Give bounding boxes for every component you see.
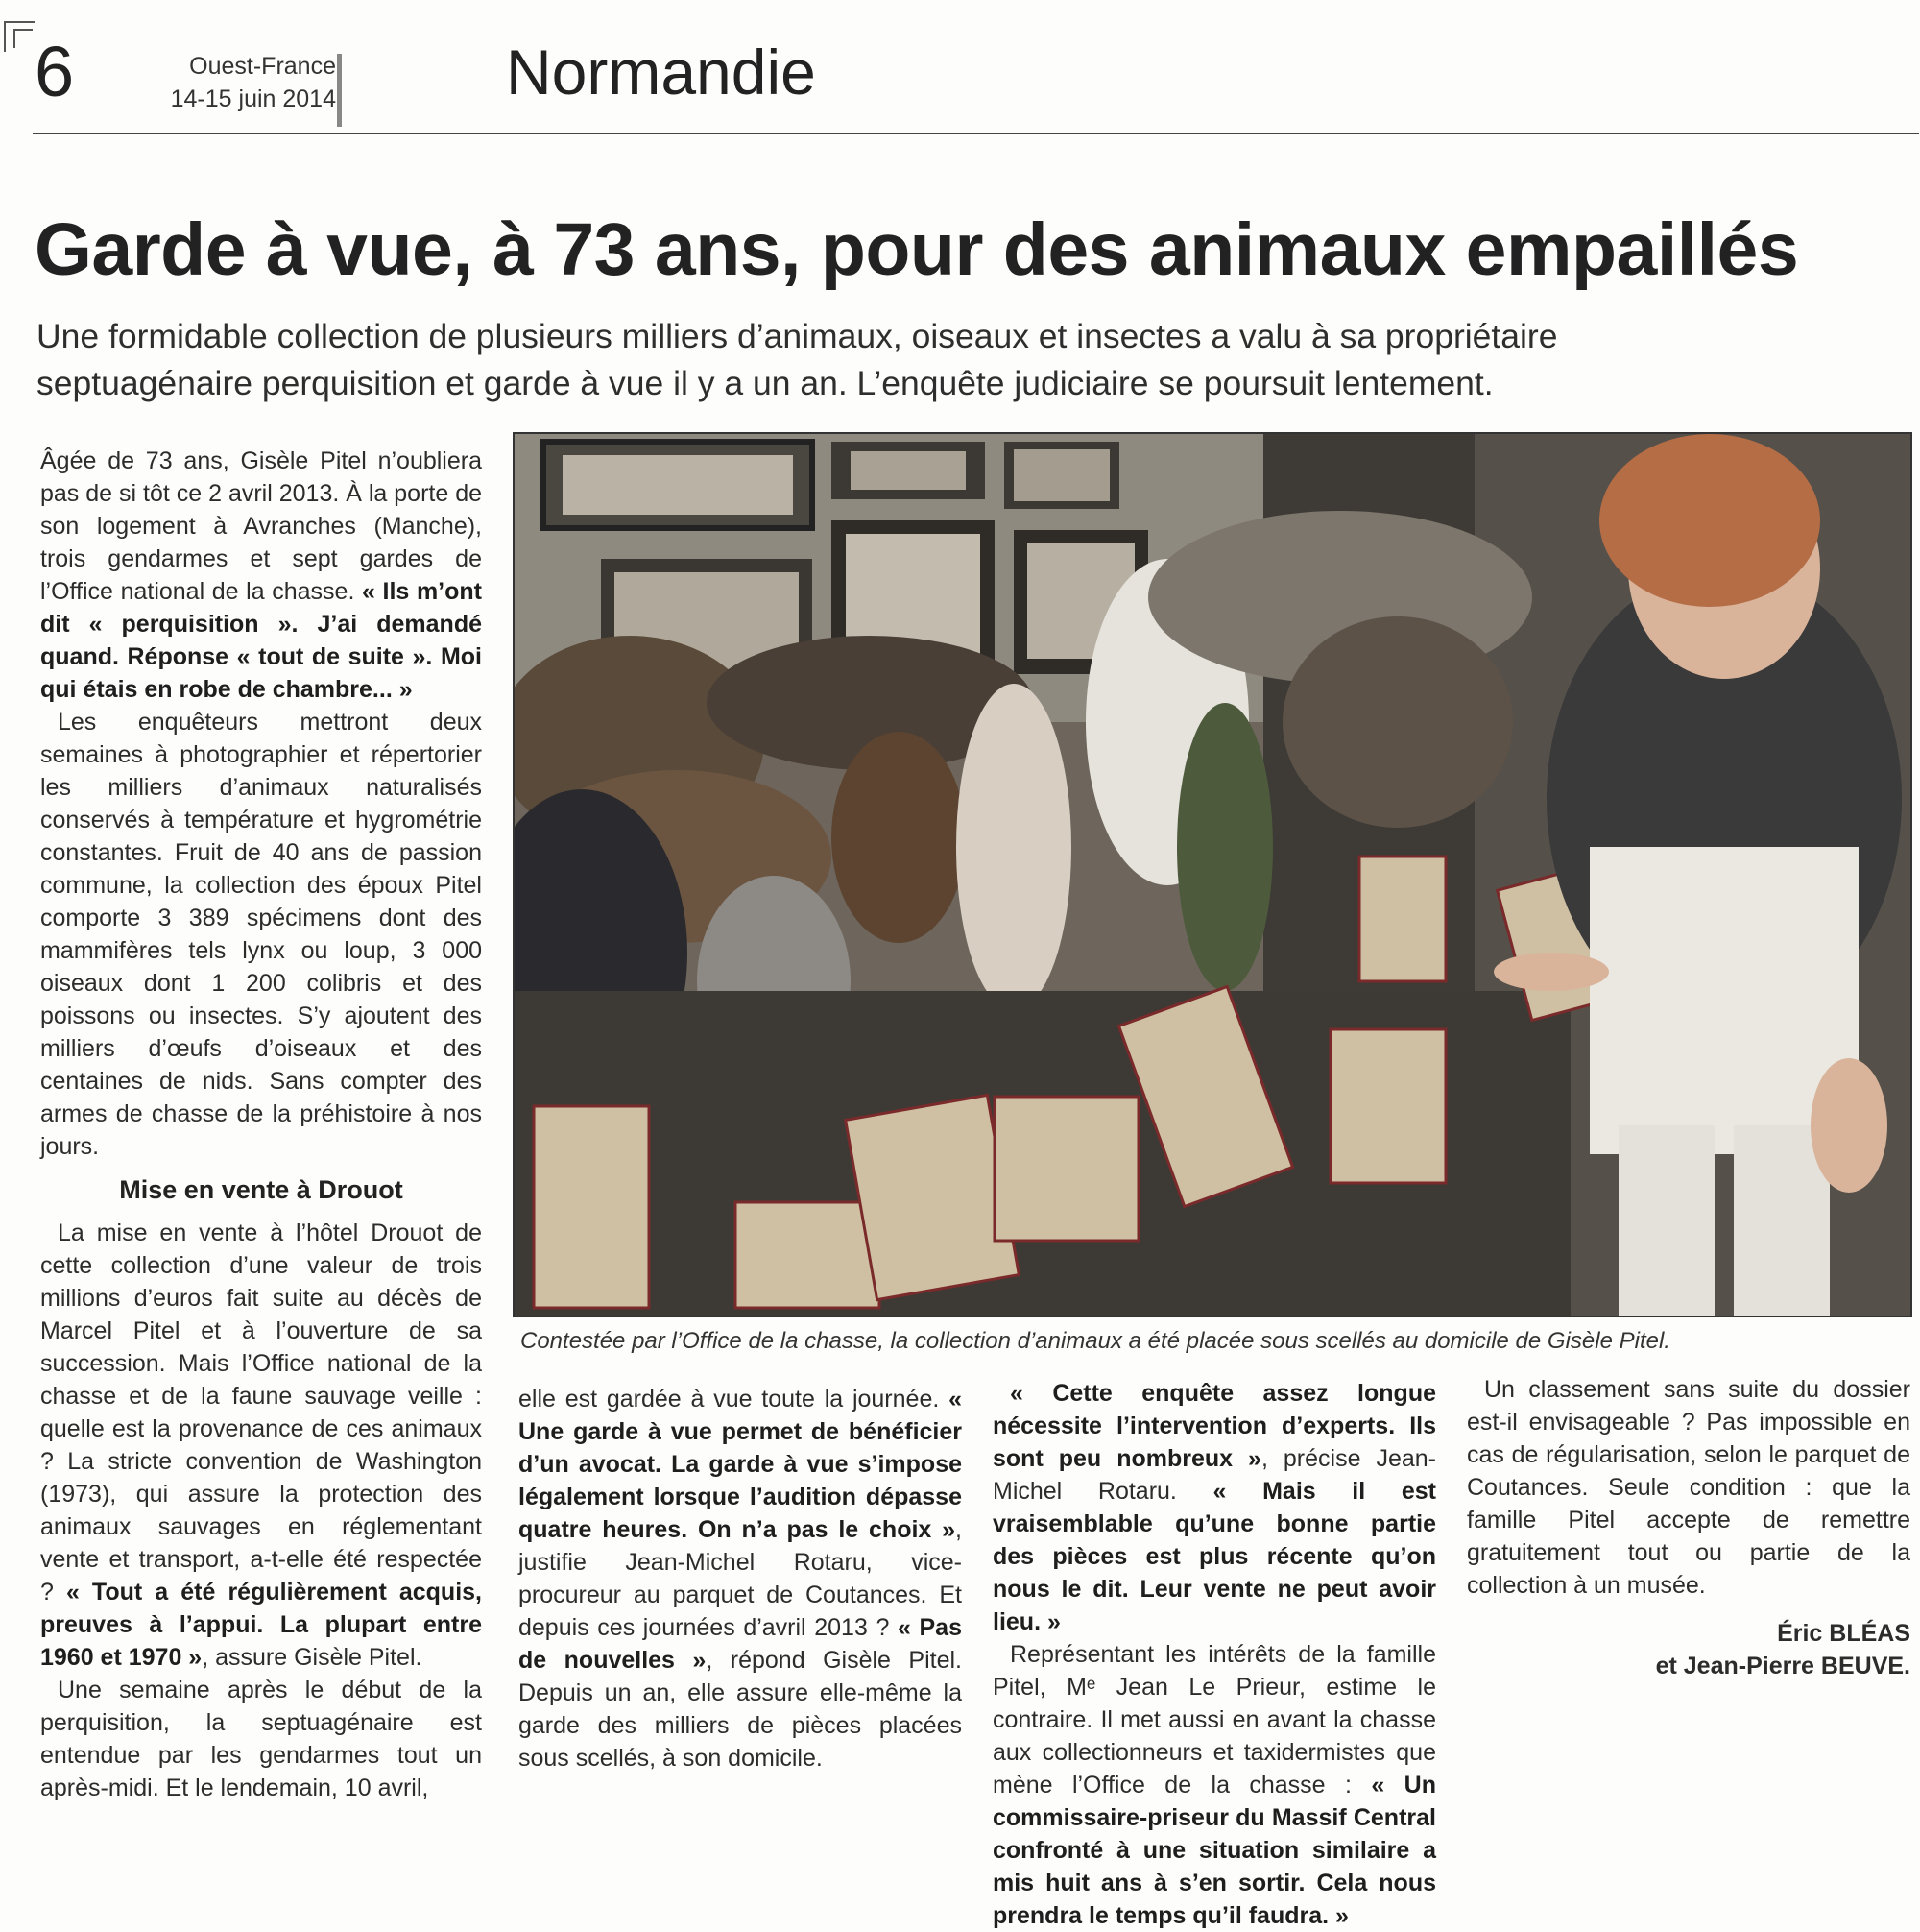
deck [36,313,1841,407]
paragraph-5-quote-2: « Pas de nouvelles » [518,1614,962,1674]
column-4 [1467,1373,1910,1682]
crop-mark-inner [13,29,33,48]
paragraph-5-quote: « Une garde à vue permet de bénéficier d’un avocat. La garde à vue s’impose légalement lorsque l’audition dépasse quatre heures. On n’a pas le choix » [518,1386,962,1543]
byline [1467,1617,1910,1682]
column-3 [993,1377,1436,1932]
issue-date: 14-15 juin 2014 [170,85,336,112]
byline-author-1: Éric BLÉAS [1777,1620,1910,1647]
paragraph-1-text: Âgée de 73 ans, Gisèle Pitel n’oubliera pas de si tôt ce 2 avril 2013. À la porte de son logement à Avranches (Manche), trois gendarmes et sept gardes de l’Office national de la chasse. [40,447,482,605]
column-2 [518,1383,962,1775]
section-title: Normandie [506,36,816,108]
paragraph-8: Un classement sans suite du dossier est-il envisageable ? Pas impossible en cas de régularisation, selon le parquet de Coutances. Seule condition : que la famille Pitel accepte de remettre gratuitement tout ou partie de la collection à un musée. [1467,1376,1910,1599]
deck-line-1: Une formidable collection de plusieurs milliers d’animaux, oiseaux et insectes a valu à sa propriétaire [36,317,1558,355]
masthead [154,50,336,115]
column-1 [40,445,482,1804]
deck-line-2: septuagénaire perquisition et garde à vue il y a un an. L’enquête judiciaire se poursuit lentement. [36,364,1494,402]
byline-author-2: et Jean-Pierre BEUVE. [1655,1653,1910,1679]
masthead-bar [337,54,342,127]
paragraph-1 [40,445,482,706]
paragraph-5 [518,1383,962,1775]
paragraph-7 [993,1638,1436,1932]
paragraph-6-tail: , précise Jean-Michel Rotaru. [993,1445,1437,1505]
paragraph-6-quote-2: « Mais il est vraisemblable qu’une bonne partie des pièces est plus récente qu’on nous le dit. Leur vente ne peut avoir lieu. » [993,1478,1436,1635]
paragraph-3-text: La mise en vente à l’hôtel Drouot de cette collection d’une valeur de trois millions d’euros fait suite au décès de Marcel Pitel et à l’ouverture de sa succession. Mais l’Office national de la chasse et de la faune sauvage veille : quelle est la provenance de ces animaux ? La stricte convention de Washington (1973), qui assure la protection des animaux sauvages en réglementant vente et transport, a-t-elle été respectée ? [40,1220,482,1606]
paragraph-3-tail: , assure Gisèle Pitel. [202,1644,422,1671]
paragraph-6 [993,1377,1436,1638]
header-rule [33,133,1919,134]
subhead: Mise en vente à Drouot [119,1175,403,1204]
paragraph-1-quote: « Ils m’ont dit « perquisition ». J’ai demandé quand. Réponse « tout de suite ». Moi qui étais en robe de chambre... » [40,578,482,703]
paragraph-4: Une semaine après le début de la perquisition, la septuagénaire est entendue par les gendarmes tout un après-midi. Et le lendemain, 10 avril, [40,1677,482,1801]
paragraph-7-text: Représentant les intérêts de la famille Pitel, Mᵉ Jean Le Prieur, estime le contraire. Il met aussi en avant la chasse aux collectionneurs et taxidermistes que mène l’Office de la chasse : [993,1641,1436,1799]
paragraph-5-tail: , justifie Jean-Michel Rotaru, vice-procureur au parquet de Coutances. Et depuis ces journées d’avril 2013 ? [518,1516,962,1641]
photo-illustration [515,434,1910,1316]
paragraph-3-quote: « Tout a été régulièrement acquis, preuves à l’appui. La plupart entre 1960 et 1970 » [40,1579,482,1671]
paper-name: Ouest-France [189,53,336,80]
photo-caption: Contestée par l’Office de la chasse, la collection d’animaux a été placée sous scellés au domicile de Gisèle Pitel. [520,1328,1670,1354]
paragraph-3 [40,1217,482,1674]
paragraph-5-text: elle est gardée à vue toute la journée. [518,1386,949,1413]
paragraph-5-tail-2: , répond Gisèle Pitel. Depuis un an, elle assure elle-même la garde des milliers de pièces placées sous scellés, à son domicile. [518,1647,962,1772]
paragraph-2: Les enquêteurs mettront deux semaines à photographier et répertorier les milliers d’animaux naturalisés conservés à température et hygrométrie constantes. Fruit de 40 ans de passion commune, la collection des époux Pitel comporte 3 389 spécimens dont des mammifères tels lynx ou loup, 3 000 oiseaux dont 1 200 colibris et des poissons ou insectes. S’y ajoutent des milliers d’œufs d’oiseaux et des centaines de nids. Sans compter des armes de chasse de la préhistoire à nos jours. [40,709,482,1160]
headline: Garde à vue, à 73 ans, pour des animaux empaillés [35,208,1799,291]
paragraph-6-quote: « Cette enquête assez longue nécessite l’intervention d’experts. Ils sont peu nombreux » [993,1380,1436,1472]
article-photo [513,432,1912,1317]
page-number: 6 [35,32,75,111]
paragraph-7-quote: « Un commissaire-priseur du Massif Central confronté à une situation similaire a mis huit ans à s’en sortir. Cela nous prendra le temps qu’il faudra. » [993,1772,1436,1929]
